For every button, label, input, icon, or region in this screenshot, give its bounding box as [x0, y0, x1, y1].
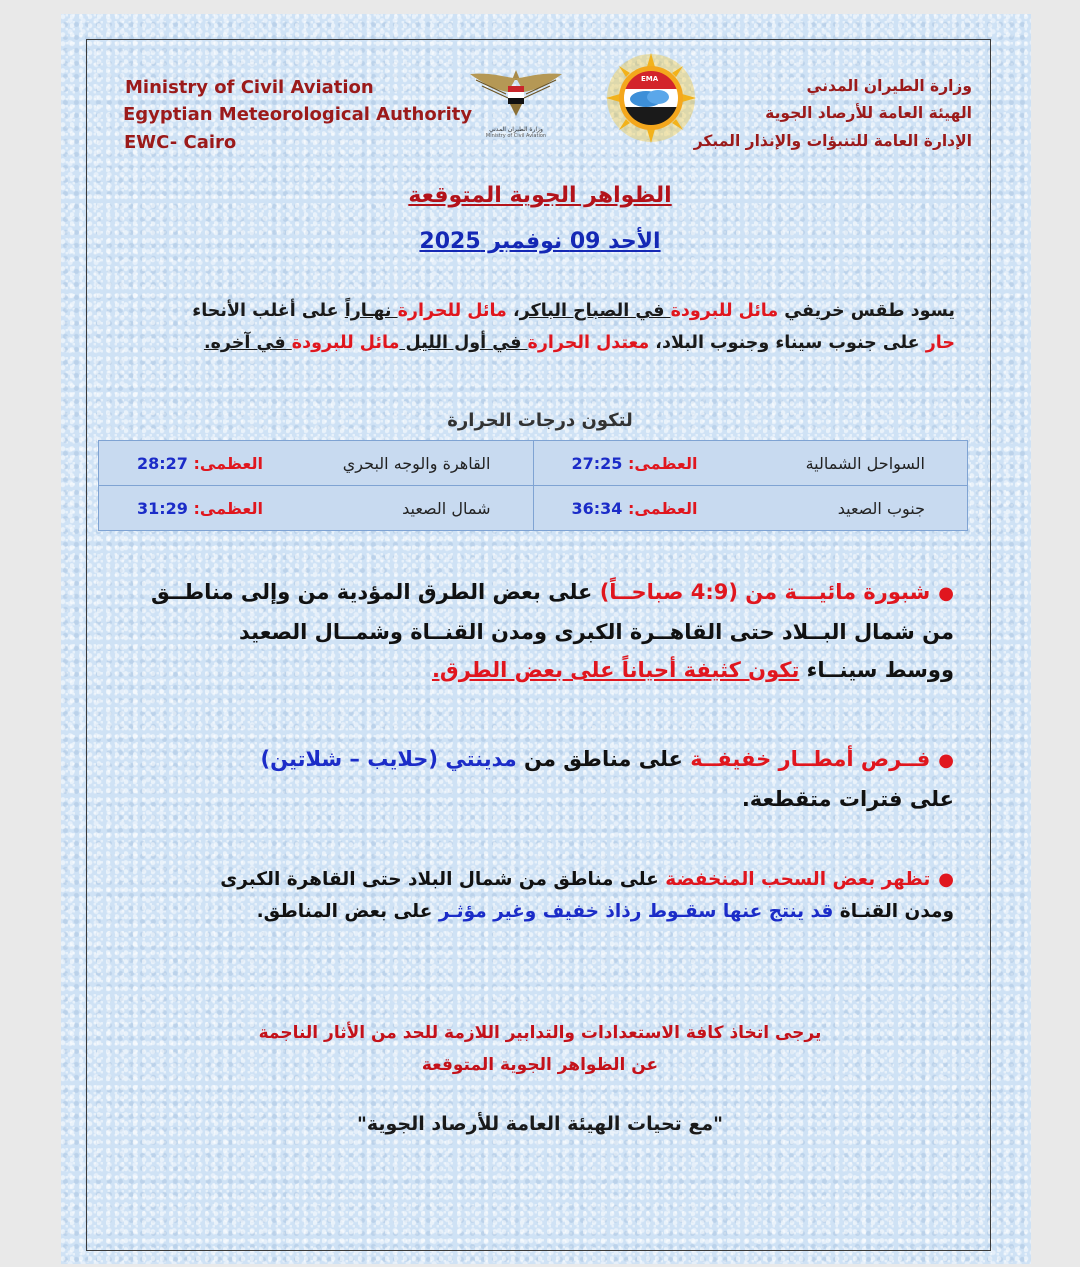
clouds-bullet: [124, 864, 954, 928]
intro-line-1: يسود طقس خريفي مائل للبرودة في الصباح الباكر، مائل للحرارة نهـاراً على أغلب الأنحاء: [192, 301, 955, 321]
ema-logo-text: EMA: [641, 75, 659, 83]
ministry-logo-text: وزارة الطيران المدني: [489, 126, 543, 133]
temp-cell-south-upper-egypt: جنوب الصعيد العظمى: 36:34: [571, 498, 925, 518]
temperatures-heading: لتكون درجات الحرارة: [447, 410, 633, 431]
advisory-note: [0, 1017, 1080, 1081]
clouds-line-1: ●تظهر بعض السحب المنخفضة على مناطق من شمال البلاد حتى القاهرة الكبرى: [220, 869, 954, 890]
header-ar-authority: الهيئة العامة للأرصاد الجوية: [765, 104, 972, 122]
fog-bullet: [124, 573, 954, 689]
header-ar-ministry: وزارة الطيران المدني: [806, 77, 972, 95]
rain-line-2: على فترات متقطعة.: [741, 787, 954, 811]
advisory-line-2: عن الظواهر الجوية المتوقعة: [421, 1055, 659, 1075]
temp-cell-north-coast: السواحل الشمالية العظمى: 27:25: [571, 453, 925, 473]
page-title: الظواهر الجوية المتوقعة: [408, 183, 672, 208]
table-row: [99, 486, 968, 531]
header-en-ewc: EWC- Cairo: [124, 132, 237, 153]
intro-line-2: حار على جنوب سيناء وجنوب البلاد، معتدل الحرارة في أول الليل مائل للبرودة في آخره.: [203, 333, 955, 353]
temp-cell-cairo: القاهرة والوجه البحري العظمى: 28:27: [137, 453, 491, 473]
fog-line-2: من شمال البــلاد حتى القاهــرة الكبرى ومدن القنــاة وشمــال الصعيد: [239, 620, 954, 644]
header-en-authority: Egyptian Meteorological Authority: [123, 104, 473, 125]
fog-line-3: ووسط سينــاء تكون كثيفة أحياناً على بعض الطرق.: [431, 658, 954, 682]
header-ar-department: الإدارة العامة للتنبؤات والإنذار المبكر: [693, 132, 972, 150]
ministry-logo-subtext: Ministry of Civil Aviation: [485, 133, 547, 139]
rain-bullet: [124, 740, 954, 818]
temperature-table: [98, 440, 968, 531]
ema-sun-logo: [606, 53, 696, 143]
forecast-date: الأحد 09 نوفمبر 2025: [419, 229, 661, 254]
fog-line-1: ●شبورة مائيـــة من (4:9 صباحــاً) على بعض الطرق المؤدية من وإلى مناطــق: [151, 580, 954, 604]
closing-greeting: "مع تحيات الهيئة العامة للأرصاد الجوية": [356, 1113, 724, 1135]
ministry-eagle-logo: [466, 64, 566, 139]
rain-line-1: ●فــرص أمطــار خفيفــة على مناطق من مدينتي (حلايب – شلاتين): [260, 747, 954, 771]
temp-cell-north-upper-egypt: شمال الصعيد العظمى: 31:29: [137, 498, 491, 518]
clouds-line-2: ومدن القنـاة قد ينتج عنها سقـوط رذاذ خفيف وغير مؤثـر على بعض المناطق.: [256, 901, 954, 922]
header-en-ministry: Ministry of Civil Aviation: [125, 77, 374, 98]
table-row: [99, 441, 968, 486]
advisory-line-1: يرجى اتخاذ كافة الاستعدادات والتدابير اللازمة للحد من الأثار الناجمة: [258, 1023, 822, 1043]
